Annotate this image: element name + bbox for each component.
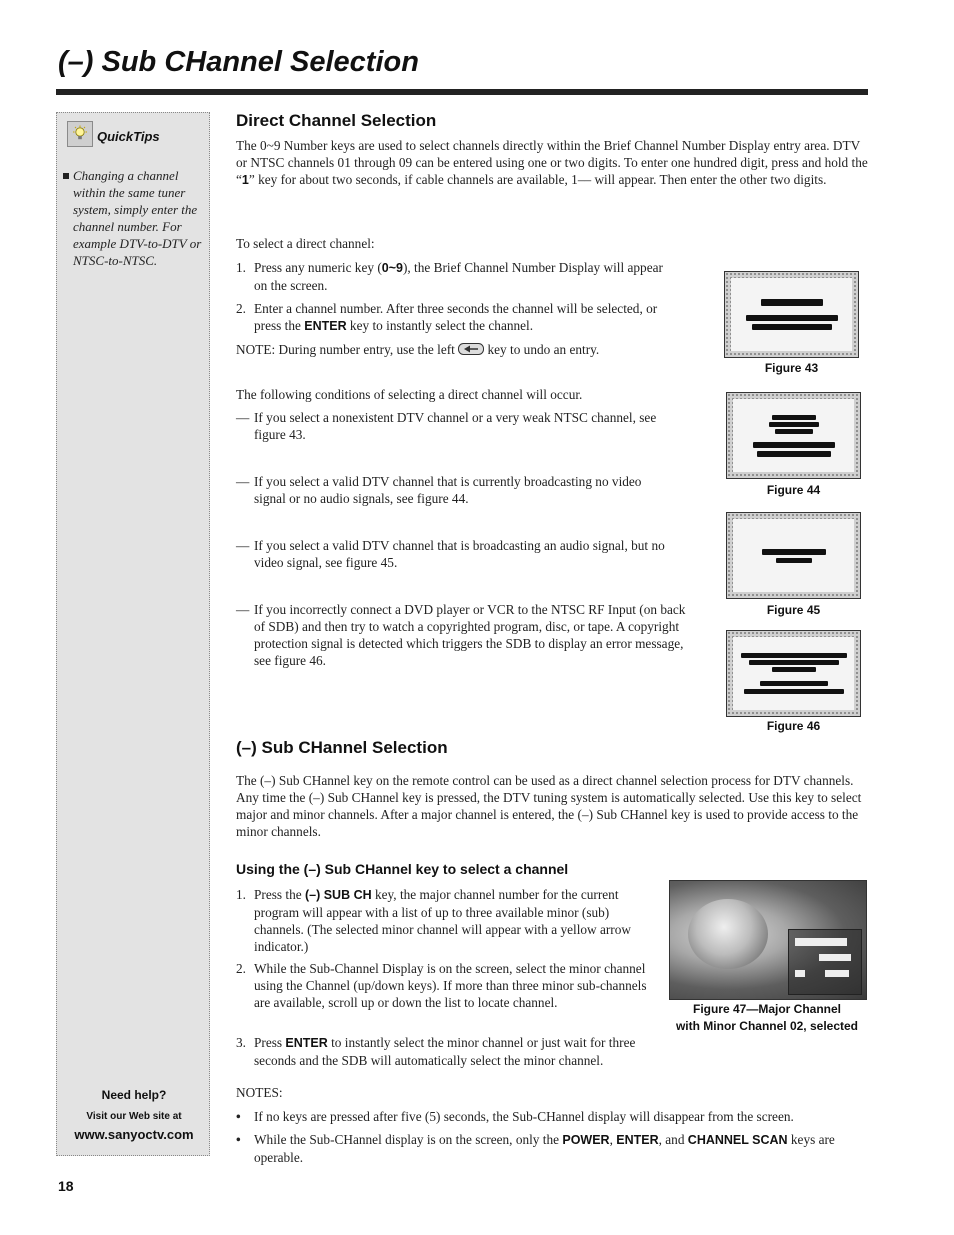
figure-44-image bbox=[726, 392, 861, 479]
direct-step-1: 1. Press any numeric key (0~9), the Brief Channel Number Display will appear on the screen. bbox=[236, 260, 663, 293]
lightbulb-icon bbox=[67, 121, 93, 147]
quicktips-label: QuickTips bbox=[97, 129, 160, 144]
direct-channel-heading: Direct Channel Selection bbox=[236, 111, 437, 130]
figure-43-image bbox=[724, 271, 859, 358]
quicktip-text: Changing a channel within the same tuner system, simply enter the channel number. For example DTV-to-DTV or NTSC-to-NTSC. bbox=[73, 168, 202, 268]
direct-note: NOTE: During number entry, use the left key to undo an entry. bbox=[236, 341, 696, 359]
page-title: (–) Sub CHannel Selection bbox=[58, 46, 419, 78]
condition-4: — If you incorrectly connect a DVD player or VCR to the NTSC RF Input (on back of SDB) and then try to watch a copyrighted program, disc, or tape. A copyright protection signal is detected which triggers the SDB to display an error message, see figure 46. bbox=[236, 602, 686, 668]
sub-step-2: 2. While the Sub-Channel Display is on the screen, select the minor channel using the Channel (up/down keys). If more than three minor sub-channels are available, scroll up or down the list to locate channel. bbox=[236, 961, 647, 1010]
notes-label: NOTES: bbox=[236, 1085, 283, 1100]
sub-step-3: 3. Press ENTER to instantly select the minor channel or just wait for three seconds and the SDB will automatically select the minor channel. bbox=[236, 1035, 636, 1068]
sub-channel-heading: (–) Sub CHannel Selection bbox=[236, 738, 448, 757]
note-2: • While the Sub-CHannel display is on the screen, only the POWER, ENTER, and CHANNEL SCAN keys are operable. bbox=[236, 1132, 835, 1165]
direct-intro: The 0~9 Number keys are used to select channels directly within the Brief Channel Number Display entry area. DTV or NTSC channels 01 through 09 can be entered using one or two digits. To enter one hundred digit, press and hold the “1” key for about two seconds, if cable channels are available, 1–– will appear. Then enter the other two digits. bbox=[236, 138, 868, 187]
note-1: • If no keys are pressed after five (5) seconds, the Sub-CHannel display will disappear from the screen. bbox=[236, 1109, 794, 1124]
direct-step-2: 2. Enter a channel number. After three seconds the channel will be selected, or press the ENTER key to instantly select the channel. bbox=[236, 301, 658, 333]
figure-45-caption: Figure 45 bbox=[766, 603, 821, 617]
website-link[interactable]: www.sanyoctv.com bbox=[74, 1127, 194, 1142]
figure-47-caption: Figure 47—Major Channel with Minor Channel 02, selected bbox=[675, 1002, 859, 1033]
condition-1: — If you select a nonexistent DTV channel or a very weak NTSC channel, see figure 43. bbox=[236, 410, 657, 442]
figure-43-caption: Figure 43 bbox=[764, 361, 819, 375]
condition-2: — If you select a valid DTV channel that is currently broadcasting no video signal or no audio signals, see figure 44. bbox=[236, 474, 642, 506]
visit-label: Visit our Web site at bbox=[86, 1111, 182, 1122]
need-help-label: Need help? bbox=[101, 1088, 167, 1102]
to-select-text: To select a direct channel: bbox=[236, 236, 375, 251]
condition-3: — If you select a valid DTV channel that is broadcasting an audio signal, but no video signal, see figure 45. bbox=[236, 538, 665, 570]
figure-46-caption: Figure 46 bbox=[766, 719, 821, 733]
conditions-intro: The following conditions of selecting a direct channel will occur. bbox=[236, 387, 583, 402]
figure-45-image bbox=[726, 512, 861, 599]
figure-47-image bbox=[669, 880, 867, 1000]
left-arrow-key-icon bbox=[458, 342, 484, 359]
sub-channel-paragraph: The (–) Sub CHannel key on the remote control can be used as a direct channel selection process for DTV channels. Any time the (–) Sub CHannel key is pressed, the DTV tuning system is automatically selected. Use this key to select major and minor channels. After a major channel is entered, the (–) Sub CHannel key is used to provide access to the minor channels. bbox=[236, 773, 862, 839]
quicktip-item bbox=[63, 167, 207, 269]
figure-46-image bbox=[726, 630, 861, 717]
quicktips-sidebar bbox=[56, 112, 210, 1156]
bullet-square-icon bbox=[63, 173, 69, 179]
title-rule bbox=[56, 89, 868, 95]
sub-step-1: 1. Press the (–) SUB CH key, the major channel number for the current program will appear with a list of up to three available minor (sub) channels. (The selected minor channel will appear with a yellow arrow indicator.) bbox=[236, 887, 631, 954]
figure-44-caption: Figure 44 bbox=[766, 483, 821, 497]
sub-channel-subheading: Using the (–) Sub CHannel key to select a channel bbox=[236, 861, 569, 877]
page-number: 18 bbox=[58, 1178, 74, 1194]
